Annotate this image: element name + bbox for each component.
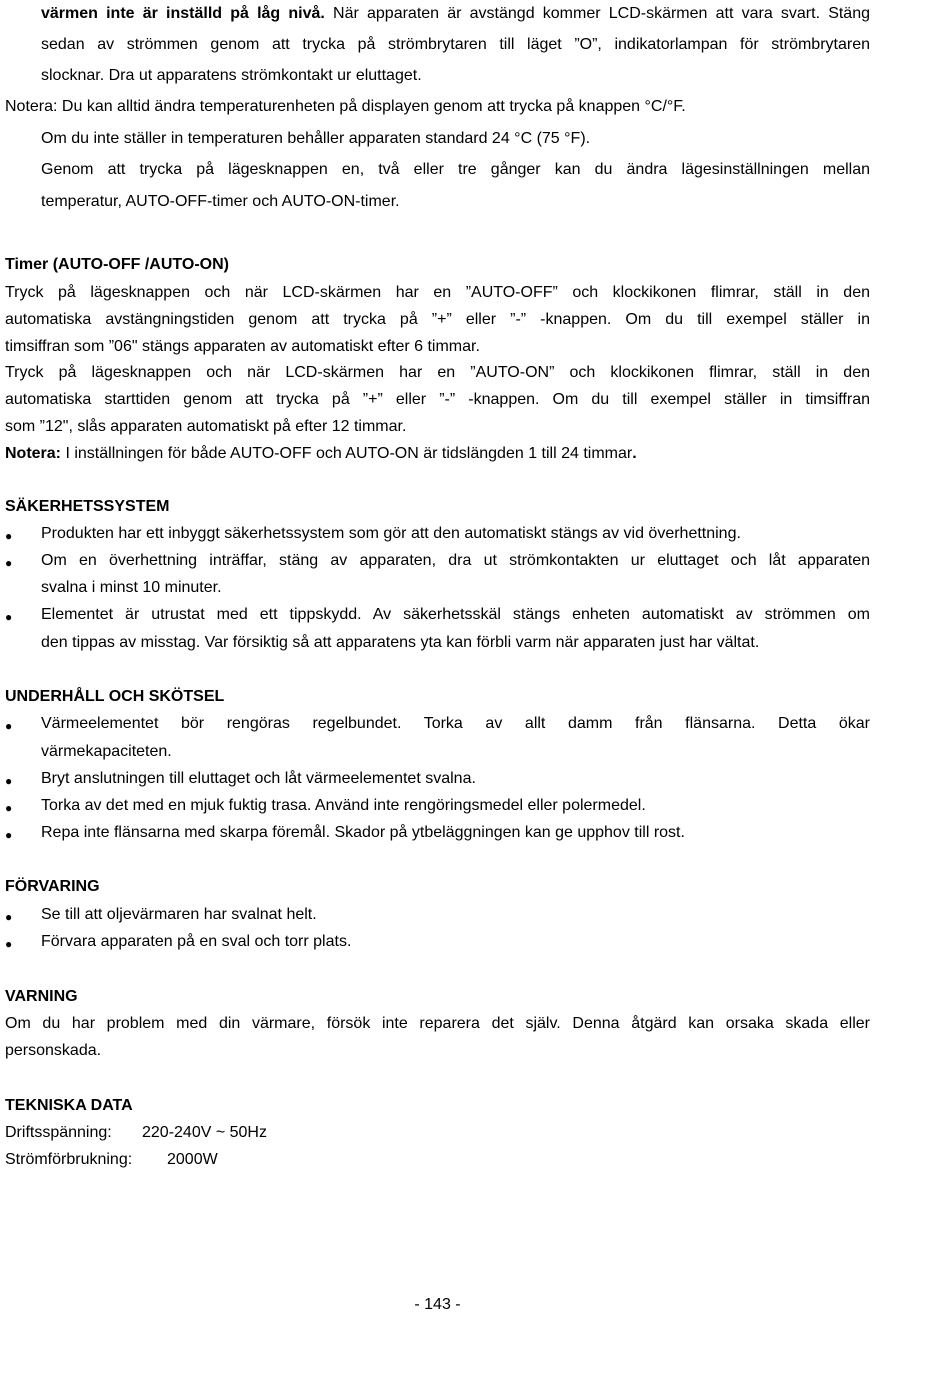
bullet-icon: ● (5, 719, 13, 733)
safety-bullet-3-line-2: den tippas av misstag. Var försiktig så att apparatens yta kan förbli varm när apparaten just har vältat. (41, 634, 760, 651)
safety-bullet-1: Produkten har ett inbyggt säkerhetssystem som gör att den automatiskt stängs av vid överhettning. (41, 525, 741, 542)
storage-bullet-1: Se till att oljevärmaren har svalnat helt. (41, 906, 317, 923)
bullet-icon: ● (5, 828, 13, 842)
intro-line-1 (41, 5, 870, 23)
page-number: - 143 - (414, 1296, 461, 1313)
specs-voltage-value: 220-240V ~ 50Hz (142, 1124, 267, 1141)
specs-voltage-label: Driftsspänning: (5, 1124, 112, 1141)
maintenance-bullet-4: Repa inte flänsarna med skarpa föremål. Skador på ytbeläggningen kan ge upphov till rost. (41, 824, 685, 841)
timer-note-text: I inställningen för både AUTO-OFF och AUTO-ON är tidslängden 1 till 24 timmar (61, 445, 633, 462)
bullet-icon: ● (5, 937, 13, 951)
timer-line-1: Tryck på lägesknappen och när LCD-skärmen har en ”AUTO-OFF” och klockikonen flimrar, ställ in den (5, 284, 870, 301)
bullet-icon: ● (5, 910, 13, 924)
warning-heading: VARNING (5, 988, 78, 1005)
timer-heading: Timer (AUTO-OFF /AUTO-ON) (5, 256, 229, 273)
timer-line-4: Tryck på lägesknappen och när LCD-skärmen har en ”AUTO-ON” och klockikonen flimrar, ställ in den (5, 364, 870, 381)
timer-line-3: timsiffran som ”06" stängs apparaten av automatiskt efter 6 timmar. (5, 338, 480, 355)
maintenance-bullet-3: Torka av det med en mjuk fuktig trasa. Använd inte rengöringsmedel eller polermedel. (41, 797, 646, 814)
intro-note-line: Notera: Du kan alltid ändra temperaturenheten på displayen genom att trycka på knappen °C/°F. (5, 98, 686, 115)
storage-heading: FÖRVARING (5, 878, 100, 895)
maintenance-bullet-2: Bryt anslutningen till eluttaget och låt värmeelementet svalna. (41, 770, 476, 787)
safety-bullet-2-line-1: Om en överhettning inträffar, stäng av apparaten, dra ut strömkontakten ur eluttaget och låt apparaten (41, 552, 870, 569)
maintenance-bullet-1-line-1: Värmeelementet bör rengöras regelbundet. Torka av allt damm från flänsarna. Detta ökar (41, 715, 870, 732)
specs-power-label: Strömförbrukning: (5, 1151, 133, 1168)
timer-note-end: . (632, 445, 637, 462)
timer-line-2: automatiska avstängningstiden genom att trycka på ”+” eller ”-” -knappen. Om du till exempel ställer in (5, 311, 870, 328)
bullet-icon: ● (5, 529, 13, 543)
intro-line-2: sedan av strömmen genom att trycka på strömbrytaren till läget ”O”, indikatorlampan för strömbrytaren (41, 36, 870, 53)
safety-bullet-2-line-2: svalna i minst 10 minuter. (41, 579, 222, 596)
timer-line-5: automatiska starttiden genom att trycka på ”+” eller ”-” -knappen. Om du till exempel ställer in timsiffran (5, 391, 870, 408)
timer-note-label: Notera: (5, 445, 62, 462)
timer-note (5, 445, 637, 463)
intro-line-6: Genom att trycka på lägesknappen en, två eller tre gånger kan du ändra lägesinställningen mellan (41, 161, 870, 178)
bullet-icon: ● (5, 774, 13, 788)
specs-power-value: 2000W (167, 1151, 218, 1168)
bullet-icon: ● (5, 610, 13, 624)
intro-line-3: slocknar. Dra ut apparatens strömkontakt ur eluttaget. (41, 67, 422, 84)
maintenance-bullet-1-line-2: värmekapaciteten. (41, 743, 172, 760)
intro-line-1-bold: värmen inte är inställd på låg nivå. (41, 5, 325, 22)
safety-heading: SÄKERHETSSYSTEM (5, 498, 170, 515)
intro-line-5: Om du inte ställer in temperaturen behåller apparaten standard 24 °C (75 °F). (41, 130, 591, 147)
timer-line-6: som ”12", slås apparaten automatiskt på efter 12 timmar. (5, 418, 407, 435)
intro-line-1-rest: När apparaten är avstängd kommer LCD-skärmen att vara svart. Stäng (324, 5, 870, 22)
safety-bullet-3-line-1: Elementet är utrustat med ett tippskydd. Av säkerhetsskäl stängs enheten automatiskt av strömmen om (41, 606, 870, 623)
storage-bullet-2: Förvara apparaten på en sval och torr plats. (41, 933, 352, 950)
warning-line-1: Om du har problem med din värmare, försök inte reparera det själv. Denna åtgärd kan orsaka skada eller (5, 1015, 870, 1032)
specs-heading: TEKNISKA DATA (5, 1097, 133, 1114)
bullet-icon: ● (5, 801, 13, 815)
bullet-icon: ● (5, 556, 13, 570)
maintenance-heading: UNDERHÅLL OCH SKÖTSEL (5, 688, 225, 705)
warning-line-2: personskada. (5, 1042, 102, 1059)
intro-line-7: temperatur, AUTO-OFF-timer och AUTO-ON-timer. (41, 193, 400, 210)
